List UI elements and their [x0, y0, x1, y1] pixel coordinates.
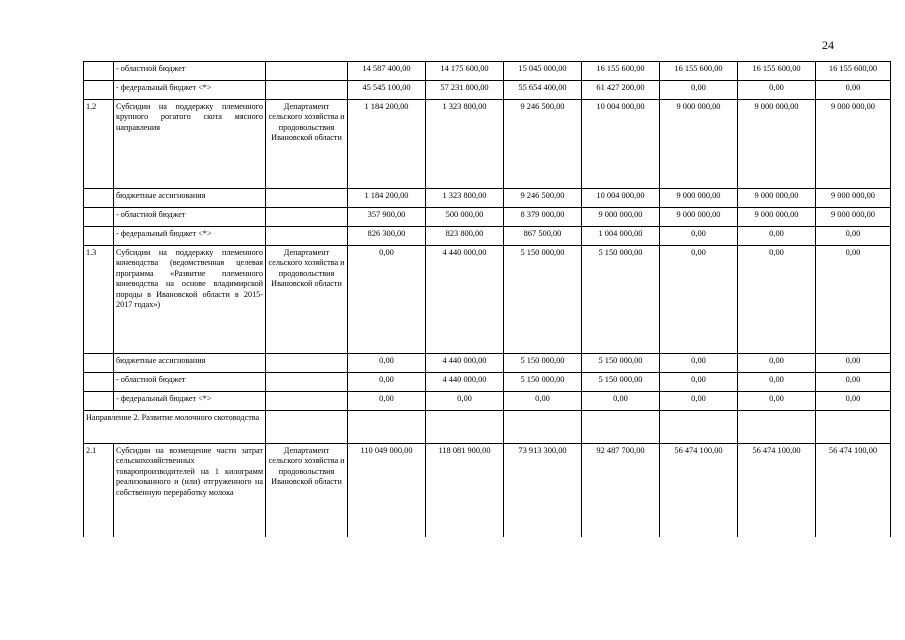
amount-cell: 92 487 700,00: [582, 444, 660, 537]
table-row: [84, 81, 891, 100]
amount-cell: 9 000 000,00: [660, 100, 738, 189]
executor-cell: [266, 81, 348, 100]
amount-cell: [582, 411, 660, 444]
amount-cell: [348, 411, 426, 444]
amount-cell: 0,00: [816, 373, 891, 392]
amount-cell: 0,00: [738, 392, 816, 411]
amount-cell: 45 545 100,00: [348, 81, 426, 100]
executor-cell: [266, 373, 348, 392]
amount-cell: 16 155 600,00: [816, 62, 891, 81]
amount-cell: 16 155 600,00: [582, 62, 660, 81]
table-row: [84, 411, 891, 444]
description-cell: - федеральный бюджет <*>: [114, 81, 266, 100]
amount-cell: 1 323 800,00: [426, 100, 504, 189]
executor-cell: [266, 227, 348, 246]
code-cell: [84, 62, 114, 81]
amount-cell: 0,00: [660, 81, 738, 100]
description-cell: - областной бюджет: [114, 208, 266, 227]
executor-cell: Департамент сельского хозяйства и продовольствия Ивановской области: [266, 246, 348, 354]
amount-cell: 0,00: [738, 246, 816, 354]
amount-cell: [426, 411, 504, 444]
amount-cell: 14 175 600,00: [426, 62, 504, 81]
amount-cell: 10 004 000,00: [582, 189, 660, 208]
amount-cell: 0,00: [816, 246, 891, 354]
code-cell: 1.3: [84, 246, 114, 354]
amount-cell: 0,00: [816, 392, 891, 411]
amount-cell: 14 587 400,00: [348, 62, 426, 81]
amount-cell: 9 246 500,00: [504, 189, 582, 208]
amount-cell: 0,00: [660, 392, 738, 411]
amount-cell: 15 045 000,00: [504, 62, 582, 81]
code-cell: [84, 354, 114, 373]
amount-cell: 9 000 000,00: [816, 189, 891, 208]
code-cell: 1.2: [84, 100, 114, 189]
table-row: [84, 227, 891, 246]
table-row: [84, 62, 891, 81]
amount-cell: 1 323 800,00: [426, 189, 504, 208]
section-title-cell: Направление 2. Развитие молочного скотоводства: [84, 411, 266, 444]
amount-cell: [660, 411, 738, 444]
amount-cell: 4 440 000,00: [426, 354, 504, 373]
amount-cell: 357 900,00: [348, 208, 426, 227]
amount-cell: 0,00: [504, 392, 582, 411]
amount-cell: 9 000 000,00: [738, 100, 816, 189]
table-row: [84, 246, 891, 354]
table-row: [84, 373, 891, 392]
amount-cell: 5 150 000,00: [582, 354, 660, 373]
table-row: [84, 392, 891, 411]
amount-cell: 5 150 000,00: [504, 246, 582, 354]
table-row: [84, 189, 891, 208]
amount-cell: 4 440 000,00: [426, 373, 504, 392]
amount-cell: 118 081 900,00: [426, 444, 504, 537]
amount-cell: 9 000 000,00: [738, 189, 816, 208]
amount-cell: [738, 411, 816, 444]
amount-cell: 9 000 000,00: [582, 208, 660, 227]
amount-cell: 5 150 000,00: [582, 373, 660, 392]
amount-cell: 0,00: [738, 227, 816, 246]
code-cell: [84, 373, 114, 392]
amount-cell: 0,00: [738, 81, 816, 100]
code-cell: [84, 81, 114, 100]
executor-cell: [266, 189, 348, 208]
amount-cell: 0,00: [738, 354, 816, 373]
amount-cell: 4 440 000,00: [426, 246, 504, 354]
executor-cell: [266, 208, 348, 227]
executor-cell: [266, 354, 348, 373]
description-cell: - федеральный бюджет <*>: [114, 392, 266, 411]
amount-cell: 56 474 100,00: [660, 444, 738, 537]
amount-cell: 9 000 000,00: [660, 208, 738, 227]
executor-cell: [266, 411, 348, 444]
table-row: [84, 208, 891, 227]
amount-cell: 56 474 100,00: [816, 444, 891, 537]
amount-cell: 10 004 000,00: [582, 100, 660, 189]
amount-cell: 16 155 600,00: [738, 62, 816, 81]
amount-cell: 0,00: [348, 246, 426, 354]
amount-cell: 0,00: [348, 373, 426, 392]
code-cell: 2.1: [84, 444, 114, 537]
amount-cell: 16 155 600,00: [660, 62, 738, 81]
table-row: [84, 100, 891, 189]
amount-cell: 500 000,00: [426, 208, 504, 227]
description-cell: - областной бюджет: [114, 373, 266, 392]
amount-cell: 1 184 200,00: [348, 100, 426, 189]
amount-cell: 0,00: [660, 246, 738, 354]
executor-cell: Департамент сельского хозяйства и продовольствия Ивановской области: [266, 100, 348, 189]
amount-cell: 9 000 000,00: [816, 100, 891, 189]
amount-cell: 55 654 400,00: [504, 81, 582, 100]
code-cell: [84, 189, 114, 208]
amount-cell: [816, 411, 891, 444]
amount-cell: 0,00: [660, 354, 738, 373]
amount-cell: 0,00: [816, 354, 891, 373]
amount-cell: 823 800,00: [426, 227, 504, 246]
budget-table: [83, 61, 891, 537]
amount-cell: 0,00: [738, 373, 816, 392]
description-cell: Субсидии на поддержку племенного крупного рогатого скота мясного направления: [114, 100, 266, 189]
amount-cell: 1 184 200,00: [348, 189, 426, 208]
amount-cell: 5 150 000,00: [504, 373, 582, 392]
description-cell: бюджетные ассигнования: [114, 189, 266, 208]
amount-cell: 110 049 000,00: [348, 444, 426, 537]
description-cell: бюджетные ассигнования: [114, 354, 266, 373]
amount-cell: 9 000 000,00: [816, 208, 891, 227]
amount-cell: 5 150 000,00: [582, 246, 660, 354]
amount-cell: 8 379 000,00: [504, 208, 582, 227]
description-cell: - федеральный бюджет <*>: [114, 227, 266, 246]
amount-cell: 73 913 300,00: [504, 444, 582, 537]
amount-cell: 0,00: [348, 392, 426, 411]
amount-cell: 9 000 000,00: [738, 208, 816, 227]
table-row: [84, 354, 891, 373]
amount-cell: 0,00: [816, 81, 891, 100]
amount-cell: 0,00: [660, 373, 738, 392]
amount-cell: [504, 411, 582, 444]
amount-cell: 9 246 500,00: [504, 100, 582, 189]
executor-cell: [266, 392, 348, 411]
amount-cell: 0,00: [816, 227, 891, 246]
code-cell: [84, 227, 114, 246]
amount-cell: 5 150 000,00: [504, 354, 582, 373]
amount-cell: 0,00: [348, 354, 426, 373]
description-cell: Субсидии на возмещение части затрат сельскохозяйственных товаропроизводителей на 1 килограмм реализованного и (или) отгруженного на собственную переработку молока: [114, 444, 266, 537]
description-cell: Субсидии на поддержку племенного коневодства (ведомственная целевая программа «Развитие племенного коневодства на основе владимирской породы в Ивановской области в 2015-2017 годах»): [114, 246, 266, 354]
amount-cell: 826 300,00: [348, 227, 426, 246]
code-cell: [84, 392, 114, 411]
amount-cell: 61 427 200,00: [582, 81, 660, 100]
amount-cell: 9 000 000,00: [660, 189, 738, 208]
code-cell: [84, 208, 114, 227]
amount-cell: 1 004 000,00: [582, 227, 660, 246]
executor-cell: Департамент сельского хозяйства и продовольствия Ивановской области: [266, 444, 348, 537]
description-cell: - областной бюджет: [114, 62, 266, 81]
amount-cell: 0,00: [582, 392, 660, 411]
amount-cell: 0,00: [660, 227, 738, 246]
executor-cell: [266, 62, 348, 81]
amount-cell: 0,00: [426, 392, 504, 411]
amount-cell: 56 474 100,00: [738, 444, 816, 537]
amount-cell: 867 500,00: [504, 227, 582, 246]
amount-cell: 57 231 800,00: [426, 81, 504, 100]
table-row: [84, 444, 891, 537]
page-number: 24: [822, 38, 834, 52]
